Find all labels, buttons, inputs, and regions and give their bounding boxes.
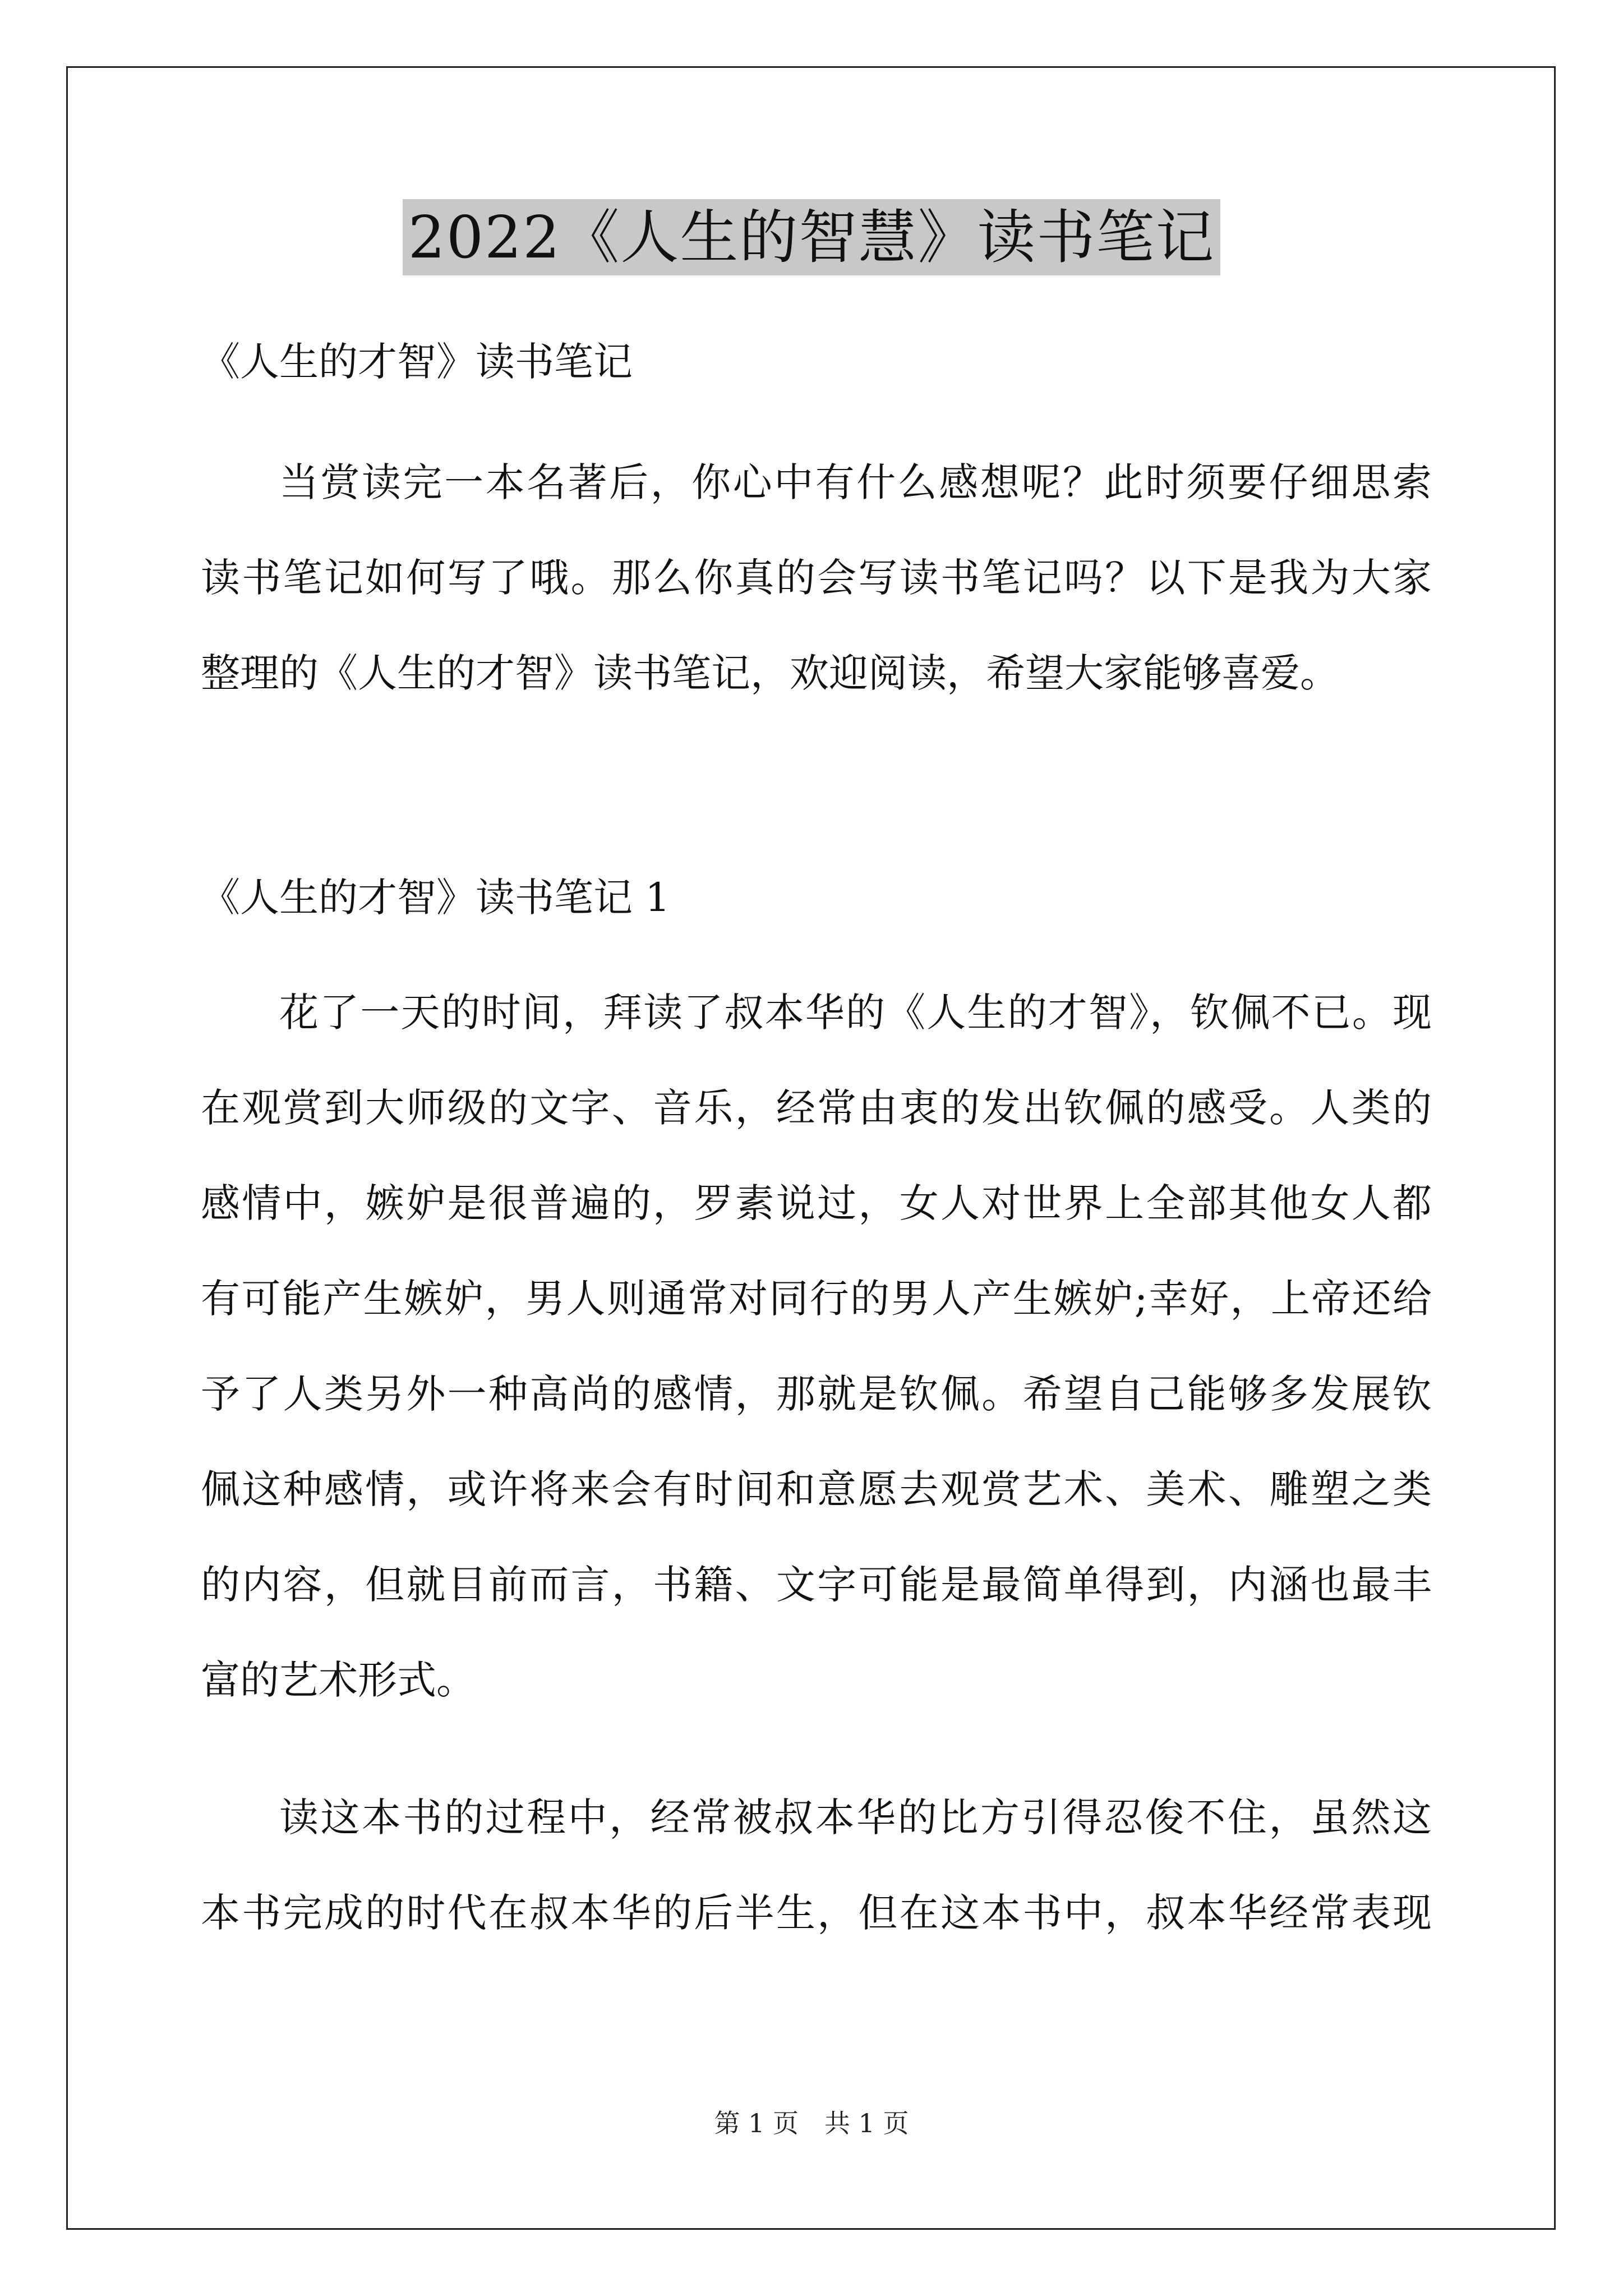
text-line: 本书完成的时代在叔本华的后半生，但在这本书中，叔本华经常表现 bbox=[201, 1890, 1432, 1936]
text-line: 在观赏到大师级的文字、音乐，经常由衷的发出钦佩的感受。人类的 bbox=[201, 1085, 1432, 1131]
text-line: 的内容，但就目前而言，书籍、文字可能是最简单得到，内涵也最丰 bbox=[201, 1562, 1432, 1608]
text-line: 整理的《人生的才智》读书笔记，欢迎阅读，希望大家能够喜爱。 bbox=[201, 650, 1339, 696]
text-line: 感情中，嫉妒是很普遍的，罗素说过，女人对世界上全部其他女人都 bbox=[201, 1180, 1432, 1226]
title-container bbox=[0, 199, 1623, 275]
text-line: 《人生的才智》读书笔记 1 bbox=[201, 875, 670, 921]
text-line: 佩这种感情，或许将来会有时间和意愿去观赏艺术、美术、雕塑之类 bbox=[201, 1466, 1432, 1512]
text-line: 花了一天的时间，拜读了叔本华的《人生的才智》，钦佩不已。现 bbox=[279, 990, 1432, 1036]
text-line: 富的艺术形式。 bbox=[201, 1657, 476, 1703]
document-title: 2022《人生的智慧》读书笔记 bbox=[403, 199, 1221, 275]
text-line: 《人生的才智》读书笔记 bbox=[201, 339, 633, 385]
page-footer: 第 1 页 共 1 页 bbox=[714, 2108, 909, 2138]
text-line: 读这本书的过程中，经常被叔本华的比方引得忍俊不住，虽然这 bbox=[279, 1795, 1432, 1841]
text-line: 有可能产生嫉妒，男人则通常对同行的男人产生嫉妒;幸好，上帝还给 bbox=[201, 1276, 1432, 1322]
text-line: 予了人类另外一种高尚的感情，那就是钦佩。希望自己能够多发展钦 bbox=[201, 1371, 1432, 1417]
text-line: 读书笔记如何写了哦。那么你真的会写读书笔记吗？以下是我为大家 bbox=[201, 555, 1432, 601]
text-line: 当赏读完一本名著后，你心中有什么感想呢？此时须要仔细思索 bbox=[279, 459, 1432, 505]
